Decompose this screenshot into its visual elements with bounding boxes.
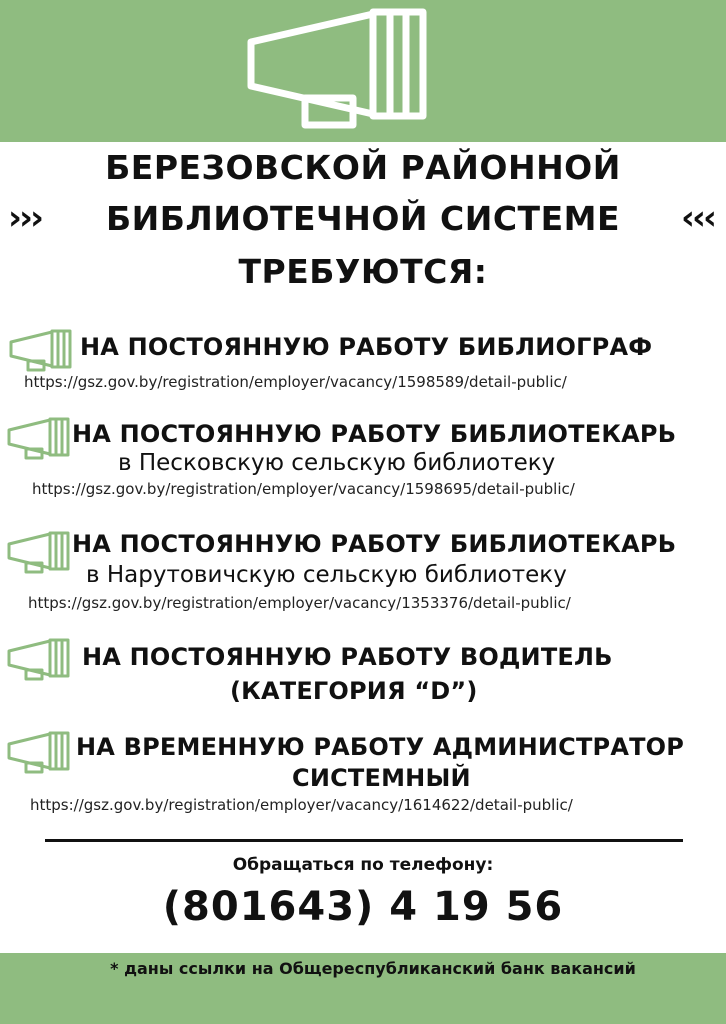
vacancy-2-title: НА ПОСТОЯННУЮ РАБОТУ БИБЛИОТЕКАРЬ [72, 420, 677, 448]
vacancy-5-title: НА ВРЕМЕННУЮ РАБОТУ АДМИНИСТРАТОР [76, 733, 685, 761]
vacancy-5-title-line-2: СИСТЕМНЫЙ [292, 764, 471, 792]
vacancy-3-link[interactable]: https://gsz.gov.by/registration/employer/vacancy/1353376/detail-public/ [28, 594, 571, 612]
vacancy-5-link[interactable]: https://gsz.gov.by/registration/employer/vacancy/1614622/detail-public/ [30, 796, 573, 814]
vacancy-1-title: НА ПОСТОЯННУЮ РАБОТУ БИБЛИОГРАФ [80, 333, 653, 361]
megaphone-icon [6, 730, 72, 774]
vacancy-4-title-line-2: (КАТЕГОРИЯ “D”) [230, 677, 478, 705]
divider [45, 839, 683, 842]
vacancy-4-title: НА ПОСТОЯННУЮ РАБОТУ ВОДИТЕЛЬ [82, 643, 613, 671]
megaphone-icon [6, 637, 72, 681]
headline-line-2: БИБЛИОТЕЧНОЙ СИСТЕМЕ [106, 199, 620, 238]
vacancy-1-link[interactable]: https://gsz.gov.by/registration/employer/vacancy/1598589/detail-public/ [24, 373, 567, 391]
headline-line-3: ТРЕБУЮТСЯ: [238, 252, 488, 291]
footnote: * даны ссылки на Общереспубликанский банк вакансий [110, 959, 636, 978]
headline-line-1: БЕРЕЗОВСКОЙ РАЙОННОЙ [105, 148, 621, 187]
vacancy-3-subtitle: в Нарутовичскую сельскую библиотеку [86, 562, 567, 588]
megaphone-icon [243, 6, 433, 130]
vacancy-2-subtitle: в Песковскую сельскую библиотеку [118, 450, 556, 476]
megaphone-icon [6, 530, 72, 574]
contact-label: Обращаться по телефону: [232, 855, 494, 875]
megaphone-icon [8, 328, 74, 372]
megaphone-icon [6, 416, 72, 460]
chevrons-left: ››› [8, 198, 42, 238]
vacancy-3-title: НА ПОСТОЯННУЮ РАБОТУ БИБЛИОТЕКАРЬ [72, 530, 677, 558]
vacancy-2-link[interactable]: https://gsz.gov.by/registration/employer/vacancy/1598695/detail-public/ [32, 480, 575, 498]
chevrons-right: ‹‹‹ [680, 198, 714, 238]
phone-number[interactable]: (801643) 4 19 56 [162, 884, 564, 930]
